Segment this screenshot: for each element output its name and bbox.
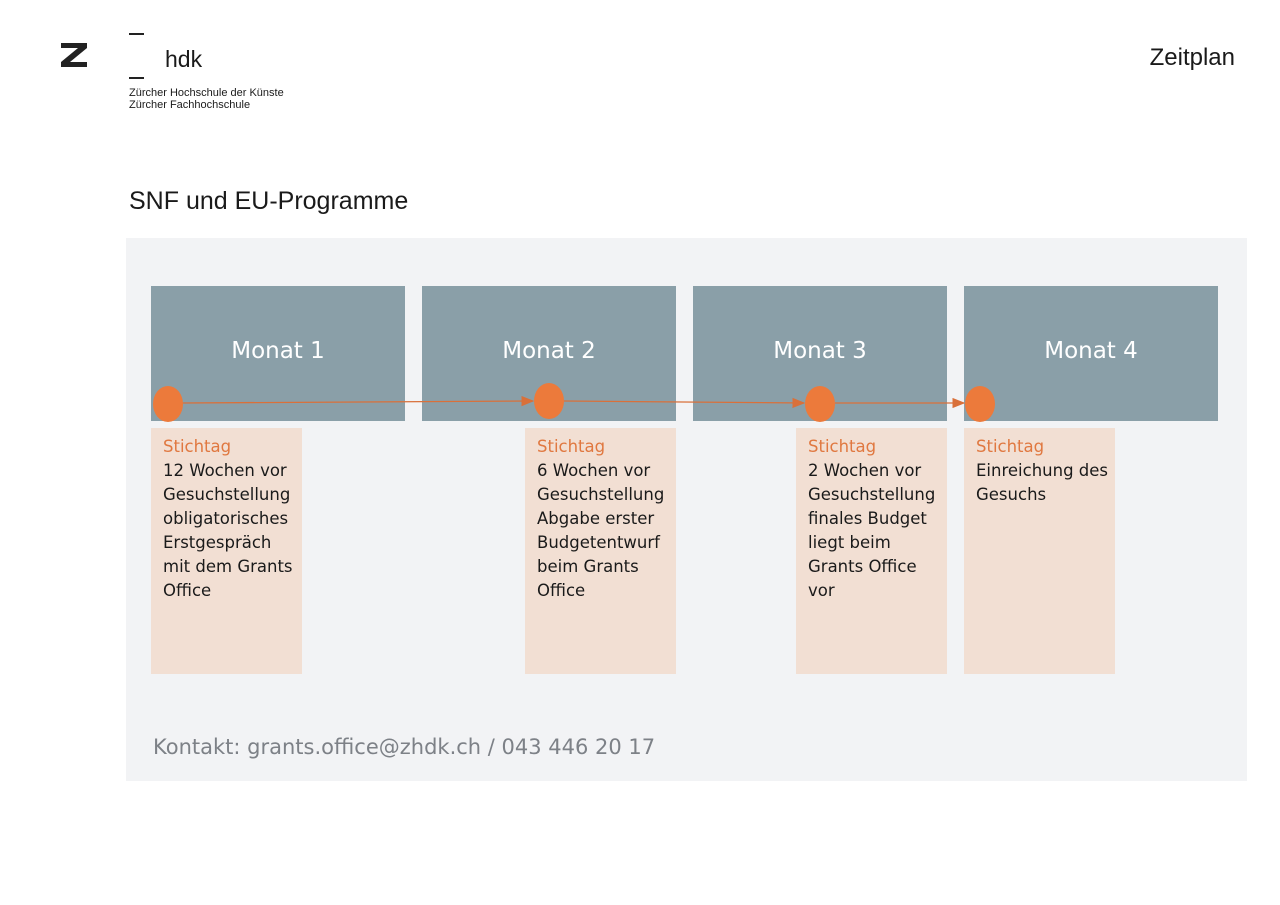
logo-dash-bottom xyxy=(129,77,144,79)
logo-subtitle-1: Zürcher Hochschule der Künste xyxy=(129,87,284,99)
logo-subtitle-2: Zürcher Fachhochschule xyxy=(129,99,251,111)
month-label: Monat 1 xyxy=(231,337,325,364)
month-box-4 xyxy=(964,286,1218,421)
note-heading: Stichtag xyxy=(808,437,877,456)
deadline-note-3 xyxy=(796,428,947,674)
month-label: Monat 2 xyxy=(502,337,596,364)
note-heading: Stichtag xyxy=(163,437,232,456)
logo-dash-top xyxy=(129,33,144,35)
milestone-dot-2 xyxy=(534,383,564,419)
section-title: SNF und EU-Programme xyxy=(129,187,409,215)
month-label: Monat 3 xyxy=(773,337,867,364)
deadline-note-1 xyxy=(151,428,302,674)
zhdk-logo-icon xyxy=(60,42,88,68)
milestone-dot-4 xyxy=(965,386,995,422)
note-heading: Stichtag xyxy=(976,437,1045,456)
month-label: Monat 4 xyxy=(1044,337,1138,364)
note-body: 2 Wochen vor Gesuchstellung finales Budget liegt beim Grants Office vor xyxy=(808,461,936,600)
note-body: 6 Wochen vor Gesuchstellung Abgabe erster Budgetentwurf beim Grants Office xyxy=(537,461,665,600)
note-body: Einreichung des Gesuchs xyxy=(976,461,1109,504)
milestone-dot-3 xyxy=(805,386,835,422)
deadline-note-4 xyxy=(964,428,1115,674)
page-title: Zeitplan xyxy=(1149,44,1235,71)
logo-wordmark: hdk xyxy=(165,46,203,72)
deadline-note-2 xyxy=(525,428,676,674)
note-heading: Stichtag xyxy=(537,437,606,456)
contact-info: Kontakt: grants.office@zhdk.ch / 043 446 20 17 xyxy=(153,735,656,759)
milestone-dot-1 xyxy=(153,386,183,422)
note-body: 12 Wochen vor Gesuchstellung obligatorisches Erstgespräch mit dem Grants Office xyxy=(163,461,293,600)
month-box-1 xyxy=(151,286,405,421)
